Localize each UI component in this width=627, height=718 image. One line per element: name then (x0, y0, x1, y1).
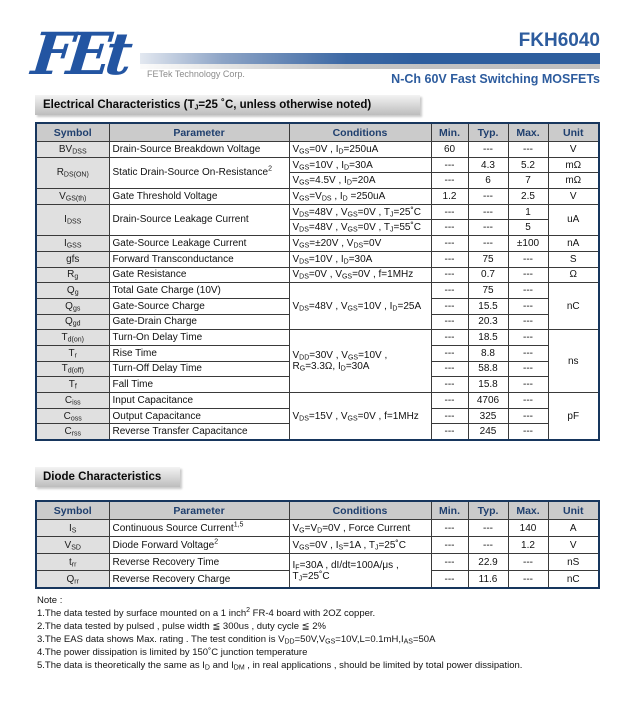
cell-unit: Ω (548, 267, 599, 283)
table-row (36, 283, 599, 299)
cell-num: --- (431, 408, 468, 424)
cell-num: --- (431, 173, 468, 189)
cell-num: 1.2 (508, 537, 548, 554)
col-symbol: Symbol (36, 123, 109, 142)
table-row (36, 267, 599, 283)
cell-num: 0.7 (468, 267, 508, 283)
cell-num: 5.2 (508, 157, 548, 173)
cell-num: --- (431, 204, 468, 220)
cell-sym: $I_{DSS}$ (36, 204, 109, 235)
cell-num: 58.8 (468, 361, 508, 377)
cell-par: Gate Resistance (109, 267, 289, 283)
col-max: Max. (508, 123, 548, 142)
notes-block (37, 594, 522, 672)
note-line-5: 5.The data is theoretically the same as $I_D$ and $I_{DM}$ , in real applications , should be limited by total power dissipation. (37, 660, 523, 672)
cell-num: --- (431, 424, 468, 440)
cell-cond: $I_F=30A$ , dI/dt=100A/μs , $T_J=25˚C$ (289, 554, 431, 589)
diode-table-body (36, 520, 599, 589)
table-row (36, 330, 599, 346)
cell-sym: $R_{DS(ON)}$ (36, 157, 109, 188)
cell-num: --- (508, 377, 548, 393)
cell-par: Gate-Drain Charge (109, 314, 289, 330)
table-header-row (36, 501, 599, 520)
cell-num: --- (468, 204, 508, 220)
cell-unit: ns (548, 330, 599, 393)
note-line-4: 4.The power dissipation is limited by 150˚C junction temperature (37, 647, 308, 658)
cell-num: 60 (431, 142, 468, 158)
note-line-1: 1.The data tested by surface mounted on a 1 inch$^2$ FR-4 board with 2OZ copper. (37, 606, 376, 619)
cell-unit: nC (548, 571, 599, 589)
cell-num: 7 (508, 173, 548, 189)
table-row (36, 204, 599, 220)
col-max: Max. (508, 501, 548, 520)
cell-num: 4706 (468, 393, 508, 409)
cell-par: Reverse Recovery Time (109, 554, 289, 571)
cell-unit: nS (548, 554, 599, 571)
cell-unit: pF (548, 393, 599, 441)
part-number: FKH6040 (518, 30, 600, 51)
cell-num: --- (468, 142, 508, 158)
cell-num: 5 (508, 220, 548, 236)
cell-num: --- (431, 157, 468, 173)
cell-num: --- (508, 283, 548, 299)
col-conditions: Conditions (289, 501, 431, 520)
cell-num: --- (431, 283, 468, 299)
table-row (36, 142, 599, 158)
cell-par: Fall Time (109, 377, 289, 393)
cell-num: 245 (468, 424, 508, 440)
cell-cond: $V_{GS}=\pm 20V$ , $V_{DS}=0V$ (289, 236, 431, 252)
cell-num: --- (431, 537, 468, 554)
cell-num: 75 (468, 283, 508, 299)
cell-unit: V (548, 189, 599, 205)
cell-par: Diode Forward Voltage$^2$ (109, 537, 289, 554)
cell-num: --- (431, 220, 468, 236)
diode-table-header (36, 501, 599, 520)
cell-num: --- (508, 393, 548, 409)
cell-cond: $V_{DS}=10V$ , $I_D=30A$ (289, 251, 431, 267)
cell-cond: $V_G=V_D=0V$ , Force Current (289, 520, 431, 537)
fetek-logo: FEt (28, 20, 130, 88)
cell-unit: mΩ (548, 157, 599, 173)
cell-sym: $I_S$ (36, 520, 109, 537)
col-min: Min. (431, 123, 468, 142)
cell-num: 140 (508, 520, 548, 537)
cell-num: 11.6 (468, 571, 508, 589)
note-line-3: 3.The EAS data shows Max. rating . The test condition is $V_{DD}=50V,V_{GS}=10V,L=0.1mH,I_{AS}=50A$ (37, 634, 436, 646)
cell-num: --- (431, 377, 468, 393)
cell-num: --- (508, 267, 548, 283)
cell-num: --- (508, 314, 548, 330)
cell-cond: $V_{GS}=0V$ , $I_D=250uA$ (289, 142, 431, 158)
cell-num: --- (431, 345, 468, 361)
table-row (36, 251, 599, 267)
cell-sym: $T_{d(on)}$ (36, 330, 109, 346)
cell-sym: $T_r$ (36, 345, 109, 361)
cell-num: --- (431, 361, 468, 377)
cell-num: --- (508, 330, 548, 346)
cell-num: 15.5 (468, 298, 508, 314)
cell-num: --- (508, 571, 548, 589)
col-parameter: Parameter (109, 123, 289, 142)
diode-characteristics-table (35, 500, 600, 589)
cell-num: 75 (468, 251, 508, 267)
cell-sym: $C_{oss}$ (36, 408, 109, 424)
cell-sym: $T_f$ (36, 377, 109, 393)
cell-cond: $V_{DS}=48V$ , $V_{GS}=0V$ , $T_J=55˚C$ (289, 220, 431, 236)
table-header-row (36, 123, 599, 142)
col-min: Min. (431, 501, 468, 520)
cell-num: 20.3 (468, 314, 508, 330)
cell-par: Output Capacitance (109, 408, 289, 424)
cell-num: --- (468, 520, 508, 537)
cell-num: 1.2 (431, 189, 468, 205)
cell-cond: $V_{DS}=15V$ , $V_{GS}=0V$ , f=1MHz (289, 393, 431, 441)
cell-sym: $I_{GSS}$ (36, 236, 109, 252)
diode-characteristics-section-title: Diode Characteristics (35, 467, 180, 487)
cell-unit: uA (548, 204, 599, 235)
table-row (36, 189, 599, 205)
cell-num: --- (431, 554, 468, 571)
cell-cond: $V_{GS}=0V$ , $I_S=1A$ , $T_J=25˚C$ (289, 537, 431, 554)
col-typ: Typ. (468, 501, 508, 520)
col-symbol: Symbol (36, 501, 109, 520)
cell-num: --- (431, 314, 468, 330)
cell-unit: V (548, 142, 599, 158)
cell-par: Reverse Transfer Capacitance (109, 424, 289, 440)
cell-sym: $C_{iss}$ (36, 393, 109, 409)
cell-sym: $Q_{gs}$ (36, 298, 109, 314)
cell-par: Input Capacitance (109, 393, 289, 409)
cell-num: 6 (468, 173, 508, 189)
notes-label: Note : (37, 595, 63, 606)
cell-cond: $V_{DS}=48V$ , $V_{GS}=0V$ , $T_J=25˚C$ (289, 204, 431, 220)
cell-unit: nC (548, 283, 599, 330)
cell-par: Rise Time (109, 345, 289, 361)
cell-sym: $R_g$ (36, 267, 109, 283)
electrical-characteristics-section-title: Electrical Characteristics ($T_J=25$ ˚C, unless otherwise noted) (35, 95, 420, 115)
cell-sym: $Q_{rr}$ (36, 571, 109, 589)
cell-cond: $V_{DD}=30V$ , $V_{GS}=10V$ , $R_G=3.3\Omega$, $I_D=30A$ (289, 330, 431, 393)
cell-num: --- (508, 424, 548, 440)
company-name: FETek Technology Corp. (147, 69, 245, 79)
cell-sym: $t_{rr}$ (36, 554, 109, 571)
cell-par: Gate-Source Leakage Current (109, 236, 289, 252)
cell-num: 8.8 (468, 345, 508, 361)
cell-num: --- (508, 554, 548, 571)
cell-num: 2.5 (508, 189, 548, 205)
table-row (36, 554, 599, 571)
col-unit: Unit (548, 123, 599, 142)
cell-par: Gate Threshold Voltage (109, 189, 289, 205)
electrical-table-header (36, 123, 599, 142)
cell-num: --- (431, 393, 468, 409)
cell-num: --- (431, 330, 468, 346)
cell-sym: gfs (36, 251, 109, 267)
cell-unit: A (548, 520, 599, 537)
cell-par: Continuous Source Current$^{1,5}$ (109, 520, 289, 537)
cell-num: --- (431, 236, 468, 252)
cell-num: 325 (468, 408, 508, 424)
cell-sym: $BV_{DSS}$ (36, 142, 109, 158)
cell-num: --- (468, 537, 508, 554)
cell-cond: $V_{GS}=V_{DS}$ , $I_D =250uA$ (289, 189, 431, 205)
cell-num: ±100 (508, 236, 548, 252)
cell-num: --- (431, 251, 468, 267)
table-row (36, 236, 599, 252)
electrical-characteristics-table (35, 122, 600, 441)
cell-cond: $V_{DS}=48V$ , $V_{GS}=10V$ , $I_D=25A$ (289, 283, 431, 330)
cell-num: 15.8 (468, 377, 508, 393)
cell-cond: $V_{GS}=4.5V$ , $I_D=20A$ (289, 173, 431, 189)
cell-sym: $V_{SD}$ (36, 537, 109, 554)
cell-num: --- (431, 571, 468, 589)
cell-par: Reverse Recovery Charge (109, 571, 289, 589)
cell-num: 4.3 (468, 157, 508, 173)
cell-num: --- (431, 298, 468, 314)
table-row (36, 157, 599, 173)
cell-num: --- (508, 408, 548, 424)
note-line-2: 2.The data tested by pulsed , pulse width ≦ 300us , duty cycle ≦ 2% (37, 621, 326, 632)
col-conditions: Conditions (289, 123, 431, 142)
cell-num: 1 (508, 204, 548, 220)
cell-par: Drain-Source Breakdown Voltage (109, 142, 289, 158)
cell-par: Static Drain-Source On-Resistance$^2$ (109, 157, 289, 188)
cell-sym: $Q_{gd}$ (36, 314, 109, 330)
cell-num: --- (468, 189, 508, 205)
cell-unit: S (548, 251, 599, 267)
cell-unit: nA (548, 236, 599, 252)
cell-par: Forward Transconductance (109, 251, 289, 267)
cell-sym: $C_{rss}$ (36, 424, 109, 440)
cell-par: Total Gate Charge (10V) (109, 283, 289, 299)
device-subtitle: N-Ch 60V Fast Switching MOSFETs (391, 72, 600, 86)
table-row (36, 537, 599, 554)
cell-num: 22.9 (468, 554, 508, 571)
cell-sym: $T_{d(off)}$ (36, 361, 109, 377)
cell-unit: V (548, 537, 599, 554)
cell-sym: $Q_g$ (36, 283, 109, 299)
cell-num: 18.5 (468, 330, 508, 346)
cell-num: --- (431, 267, 468, 283)
cell-cond: $V_{DS}=0V$ , $V_{GS}=0V$ , f=1MHz (289, 267, 431, 283)
header-blue-bar (140, 53, 600, 64)
cell-sym: $V_{GS(th)}$ (36, 189, 109, 205)
table-row (36, 520, 599, 537)
cell-par: Gate-Source Charge (109, 298, 289, 314)
cell-num: --- (468, 220, 508, 236)
cell-num: --- (508, 298, 548, 314)
cell-num: --- (508, 361, 548, 377)
cell-num: --- (431, 520, 468, 537)
col-unit: Unit (548, 501, 599, 520)
cell-num: --- (508, 142, 548, 158)
col-typ: Typ. (468, 123, 508, 142)
cell-num: --- (508, 345, 548, 361)
cell-unit: mΩ (548, 173, 599, 189)
cell-par: Turn-On Delay Time (109, 330, 289, 346)
table-row (36, 393, 599, 409)
col-parameter: Parameter (109, 501, 289, 520)
cell-cond: $V_{GS}=10V$ , $I_D=30A$ (289, 157, 431, 173)
cell-num: --- (468, 236, 508, 252)
cell-par: Turn-Off Delay Time (109, 361, 289, 377)
cell-num: --- (508, 251, 548, 267)
cell-par: Drain-Source Leakage Current (109, 204, 289, 235)
electrical-table-body (36, 142, 599, 441)
